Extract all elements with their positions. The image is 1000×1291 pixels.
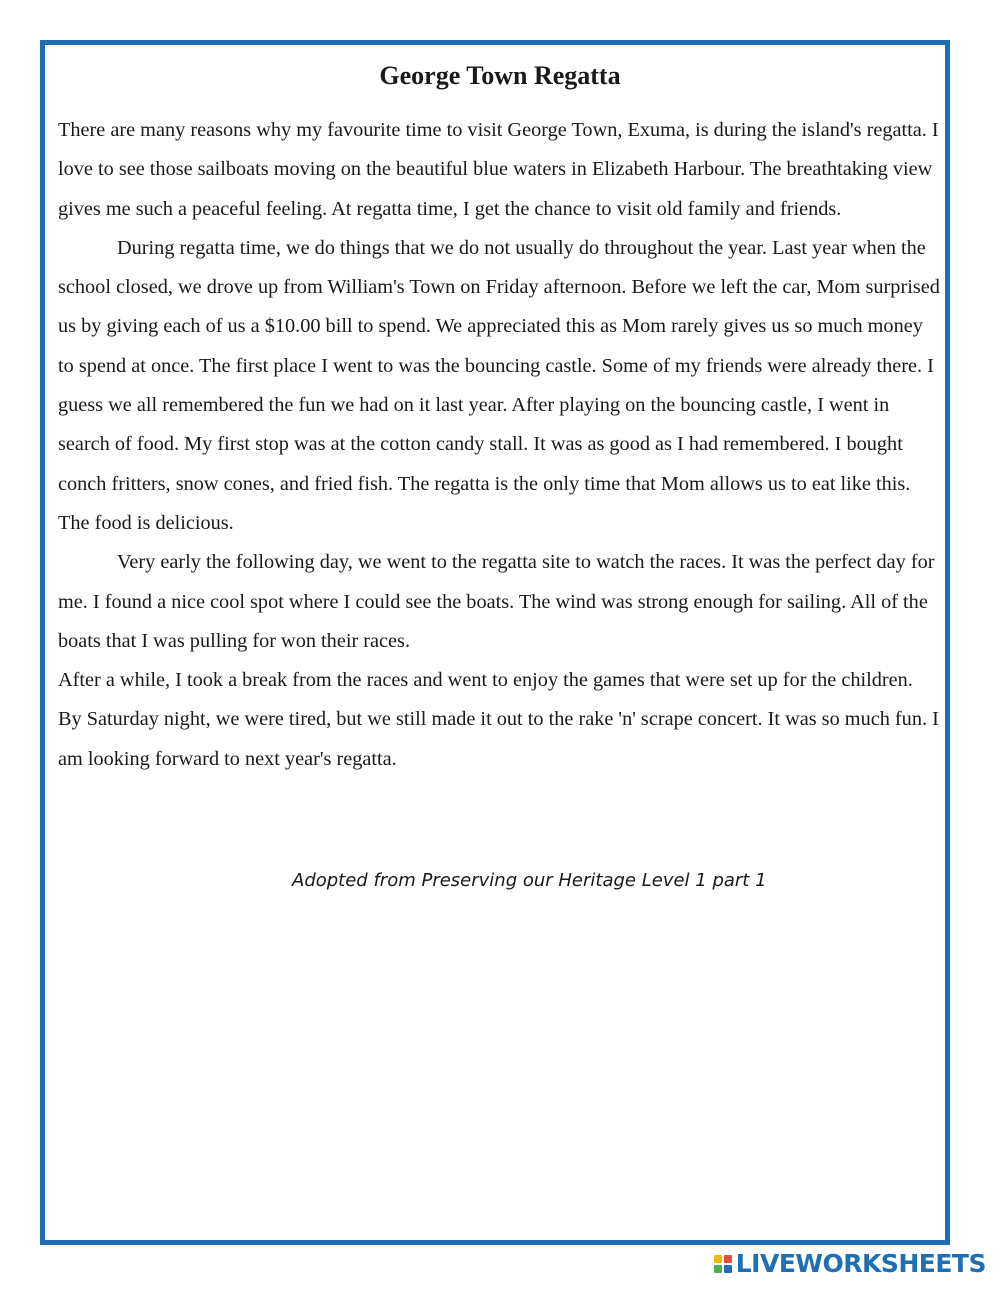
liveworksheets-logo-icon [714,1255,732,1273]
paragraph-4: After a while, I took a break from the races and went to enjoy the games that were set up for the children. By Saturday night, we were tired, but we still made it out to the rake 'n' scrape concert. It was so much fun. I am looking forward to next year's regatta. [58,669,939,770]
logo-text: LIVEWORKSHEETS [735,1249,986,1278]
source-credit: Adopted from Preserving our Heritage Level 1 part 1 [292,870,767,891]
liveworksheets-logo[interactable] [714,1249,986,1279]
page-title: George Town Regatta [379,61,621,90]
logo-tile [714,1255,722,1263]
story-text [58,111,940,779]
paragraph-1: There are many reasons why my favourite time to visit George Town, Exuma, is during the island's regatta. I love to see those sailboats moving on the beautiful blue waters in Elizabeth Harbour. The breathtaking view gives me such a peaceful feeling. At regatta time, I get the chance to visit old family and friends. [58,119,939,220]
logo-tile [714,1265,722,1273]
paragraph-3: Very early the following day, we went to the regatta site to watch the races. It was the perfect day for me. I found a nice cool spot where I could see the boats. The wind was strong enough for sailing. All of the boats that I was pulling for won their races. [58,551,935,652]
logo-tile [724,1255,732,1263]
logo-tile [724,1265,732,1273]
paragraph-2: During regatta time, we do things that we do not usually do throughout the year. Last year when the school closed, we drove up from William's Town on Friday afternoon. Before we left the car, Mom surprised us by giving each of us a $10.00 bill to spend. We appreciated this as Mom rarely gives us so much money to spend at once. The first place I went to was the bouncing castle. Some of my friends were already there. I guess we all remembered the fun we had on it last year. After playing on the bouncing castle, I went in search of food. My first stop was at the cotton candy stall. It was as good as I had remembered. I bought conch fritters, snow cones, and fried fish. The regatta is the only time that Mom allows us to eat like this. The food is delicious. [58,236,940,534]
